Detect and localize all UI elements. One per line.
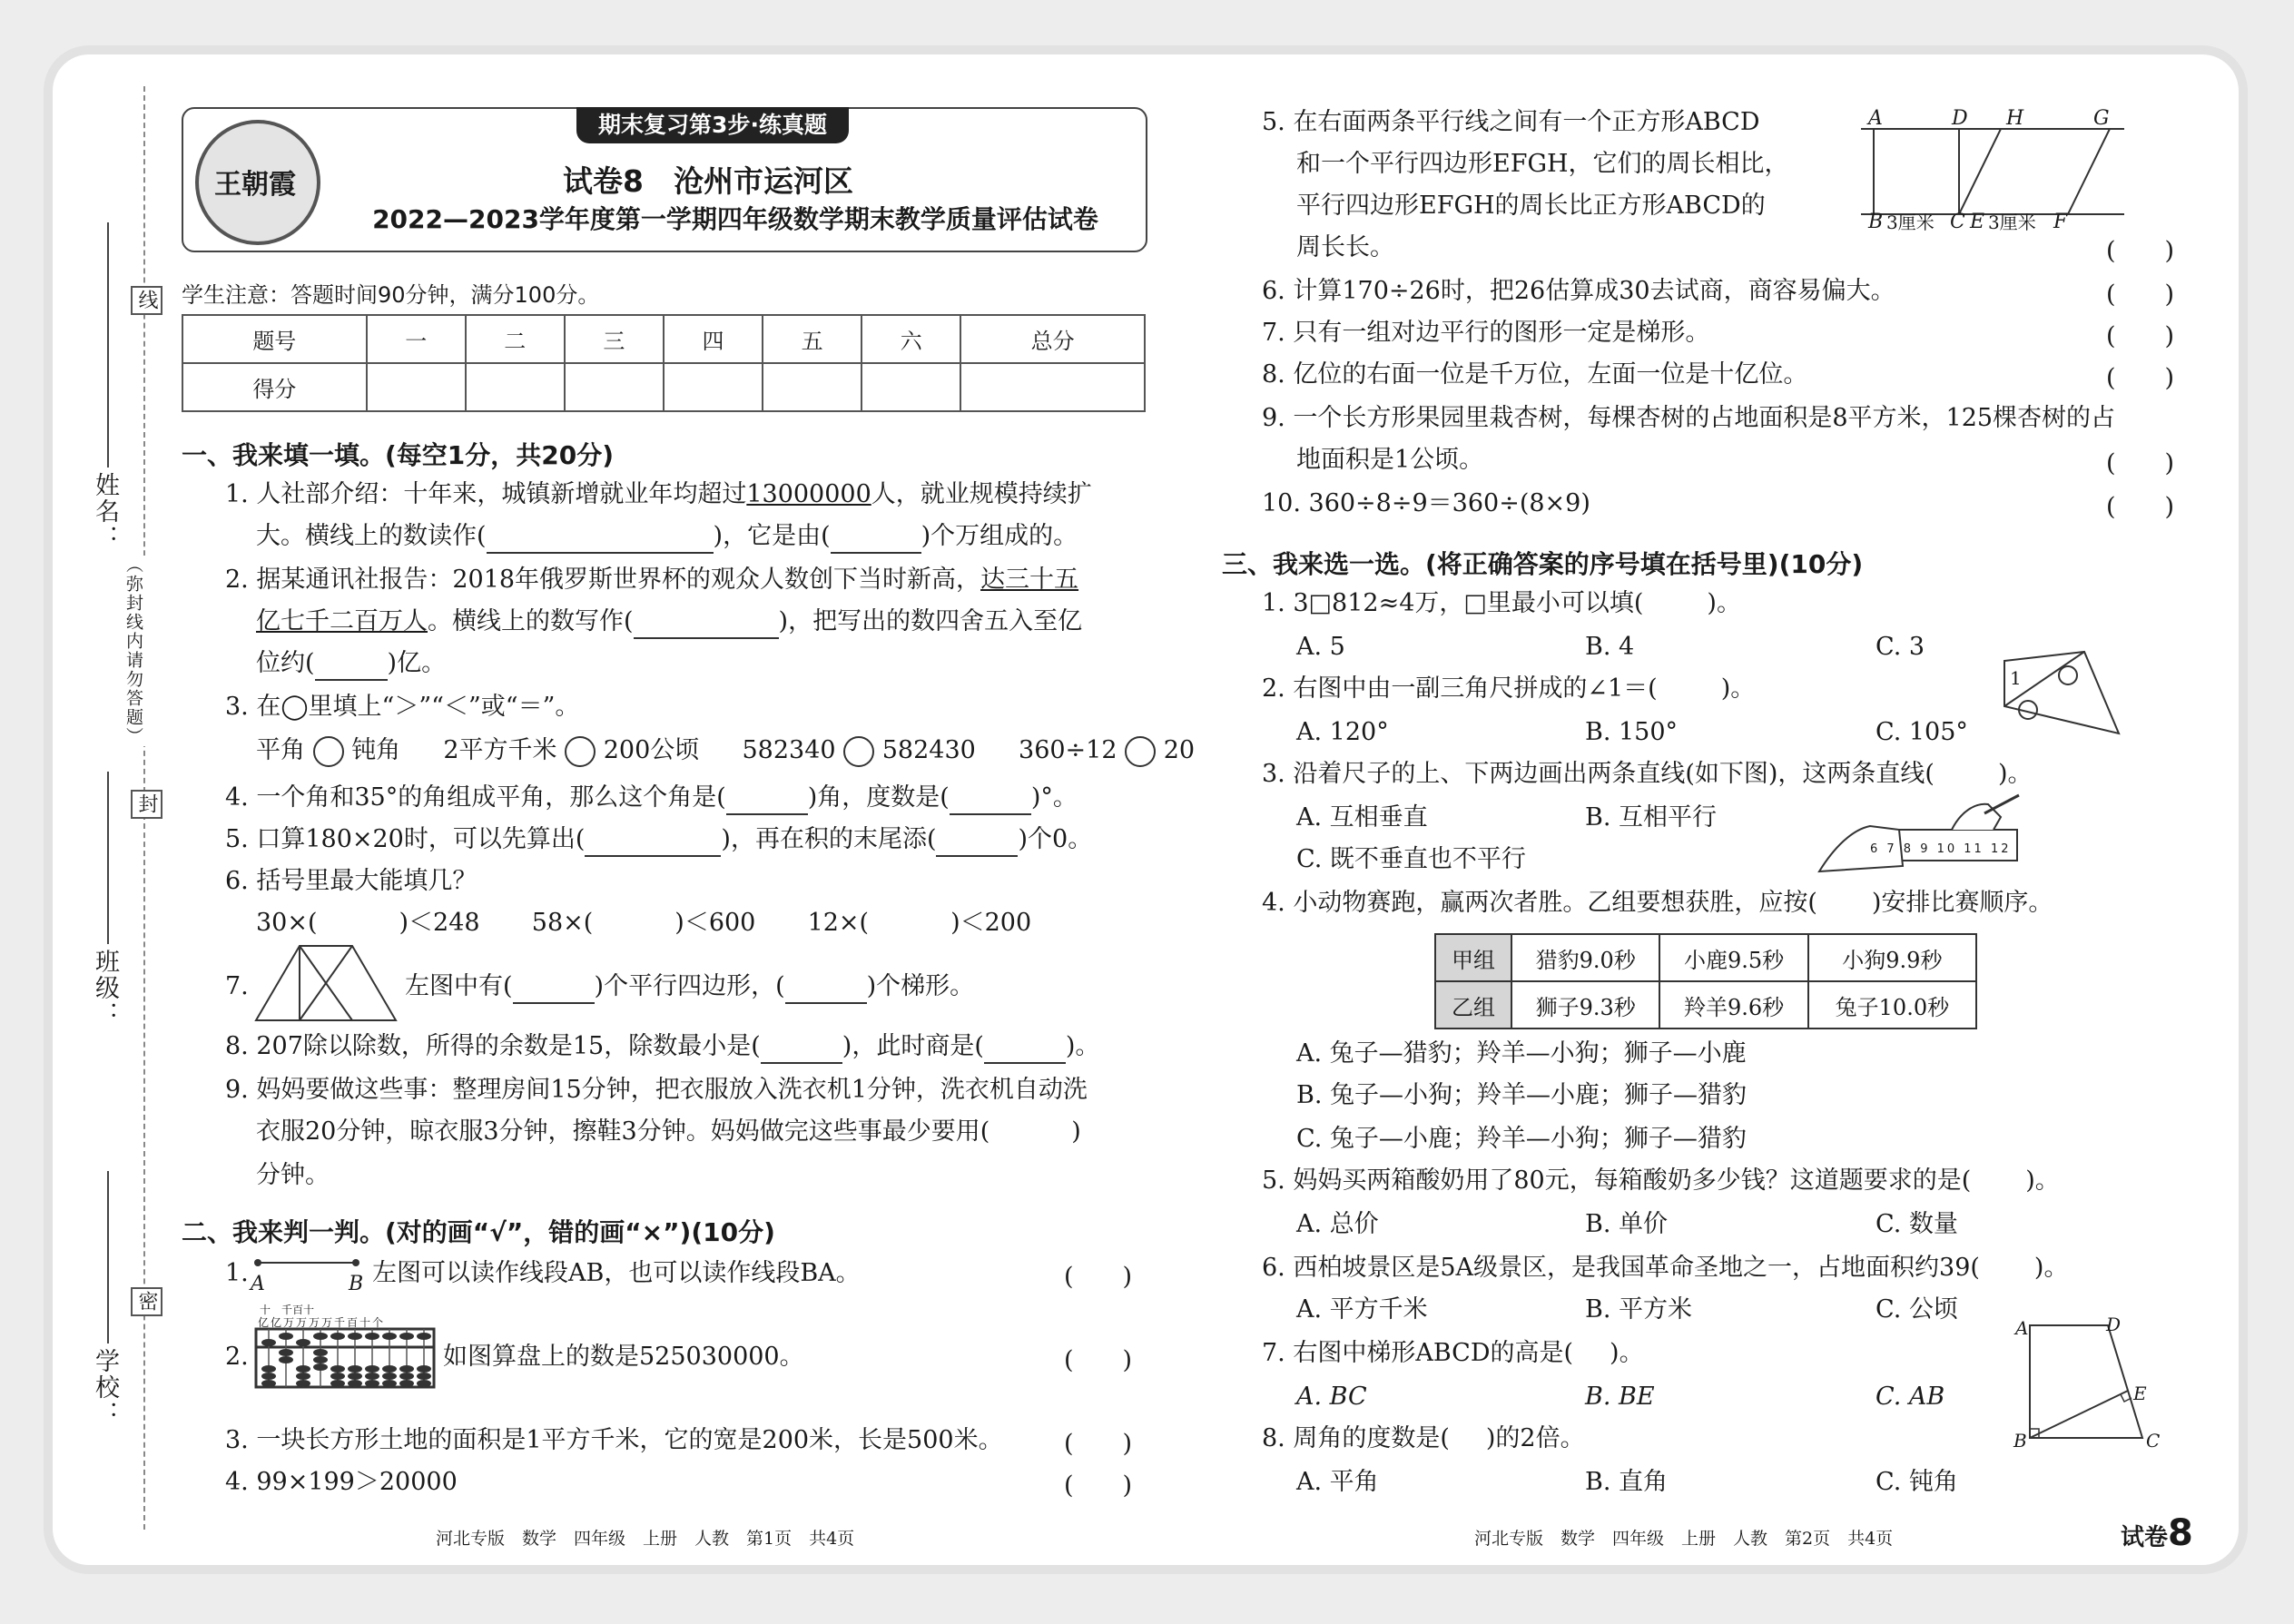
s3-q3-opt-b: B. 互相平行 (1585, 803, 1718, 832)
s3-q7-opt-c: C. AB (1876, 1383, 1945, 1411)
s2-q5-line4: 周长长。 (1296, 233, 1394, 261)
fig-label-e: E (1970, 211, 1985, 233)
answer-paren[interactable]: ( ) (1064, 1430, 1133, 1458)
segment-ab-figure (252, 1256, 361, 1269)
text: ) (1071, 1117, 1081, 1146)
s2-q5-line2: 和一个平行四边形EFGH，它们的周长相比， (1296, 150, 1789, 178)
section1-title: 一、我来填一填。(每空1分，共20分) (182, 440, 615, 470)
fig-label-g: G (2093, 107, 2110, 130)
text: )个0。 (1018, 825, 1093, 853)
answer-paren[interactable]: ( ) (1064, 1471, 1133, 1500)
race-cell: 猎豹9.0秒 (1511, 934, 1659, 981)
text: 平角 (256, 736, 305, 764)
group-label: 甲组 (1435, 934, 1511, 981)
score-cell[interactable] (664, 363, 763, 411)
student-notice: 学生注意：答题时间90分钟，满分100分。 (182, 282, 600, 308)
ruler-ticks: 6 7 8 9 10 11 12 (1870, 842, 2012, 856)
fig-label-a: A (1868, 107, 1883, 130)
score-header: 总分 (960, 315, 1145, 363)
badge-text: 试卷 (2121, 1524, 2169, 1551)
text: )亿。 (387, 649, 447, 677)
s1-q2-line3 (256, 646, 446, 681)
fig-label-d: D (1952, 107, 1968, 130)
s2-q9-line2: 地面积是1公顷。 (1296, 446, 1484, 474)
text: 人，就业规模持续扩 (871, 480, 1092, 508)
underlined-number: 13000000 (746, 480, 871, 508)
score-header: 三 (565, 315, 664, 363)
s3-q7-opt-a: A. BC (1296, 1383, 1367, 1411)
gutter-name-underline (107, 222, 109, 468)
s3-q4 (1262, 886, 2053, 920)
score-cell[interactable] (565, 363, 664, 411)
text: 左图中有( (405, 972, 513, 1000)
s3-q6-opt-b: B. 平方米 (1585, 1295, 1693, 1324)
s2-q10: 10. 360÷8÷9＝360÷(8×9) (1262, 489, 1590, 517)
text: 30×( (256, 909, 318, 937)
s3-q8 (1262, 1422, 1585, 1456)
group-label: 乙组 (1435, 981, 1511, 1029)
text: 1. 人社部介绍：十年来，城镇新增就业年均超过 (225, 480, 747, 508)
text: 。横线上的数写作( (428, 607, 634, 635)
answer-paren[interactable]: ( ) (2106, 493, 2175, 521)
text: )安排比赛顺序。 (1871, 889, 2053, 917)
answer-paren[interactable]: ( ) (2106, 281, 2175, 309)
answer-paren[interactable]: ( ) (2106, 364, 2175, 392)
gutter-feng-mark: 封 (131, 790, 162, 819)
section2-title: 二、我来判一判。(对的画“√”，错的画“×”)(10分) (182, 1217, 775, 1247)
answer-blank[interactable] (726, 786, 808, 815)
trap-label-e: E (2133, 1383, 2147, 1404)
fig-label-bc-length: 3厘米 (1886, 212, 1935, 233)
gutter-mi-mark: 密 (131, 1287, 162, 1316)
text: )，把写出的数四舍五入至亿 (778, 607, 1083, 635)
race-cell: 小鹿9.5秒 (1659, 934, 1807, 981)
s2-q3: 3. 一块长方形土地的面积是1平方千米，它的宽是200米，长是500米。 (225, 1426, 1003, 1454)
s2-q5-line1: 5. 在右面两条平行线之间有一个正方形ABCD (1262, 108, 1760, 136)
exam-title: 试卷8 沧州市运河区 (563, 163, 853, 199)
s1-q8 (225, 1029, 1099, 1064)
s3-q6-opt-a: A. 平方千米 (1296, 1295, 1428, 1324)
text: 2. 据某通讯社报告：2018年俄罗斯世界杯的观众人数创下当时新高， (225, 566, 981, 594)
segment-label-b: B (349, 1273, 364, 1295)
text: 360÷12 (1019, 736, 1117, 764)
footer-badge (2121, 1512, 2193, 1554)
score-header: 题号 (182, 315, 367, 363)
s3-q8-opt-b: B. 直角 (1585, 1468, 1669, 1496)
s1-q3: 3. 在◯里填上“＞”“＜”或“＝”。 (225, 693, 580, 721)
s1-q9-line1: 9. 妈妈要做这些事：整理房间15分钟，把衣服放入洗衣机1分钟，洗衣机自动洗 (225, 1076, 1088, 1104)
answer-blank[interactable] (513, 975, 595, 1004)
text: )＜600 (674, 909, 756, 937)
text: 58×( (531, 909, 594, 937)
gutter-school-underline (107, 1171, 109, 1343)
text: 5. 口算180×20时，可以先算出( (225, 825, 586, 853)
underlined-text: 亿七千二百万人 (256, 607, 428, 635)
text: 582430 (881, 736, 976, 764)
s1-q7-number: 7. (225, 972, 249, 1000)
s3-q2 (1262, 672, 1755, 706)
s3-q4-opt-a: A. 兔子—猎豹；羚羊—小狗；狮子—小鹿 (1296, 1039, 1747, 1068)
s2-q1: 左图可以读作线段AB，也可以读作线段BA。 (372, 1259, 861, 1287)
answer-blank[interactable] (315, 652, 388, 681)
answer-blank[interactable] (761, 1035, 842, 1064)
s2-q4: 4. 99×199＞20000 (225, 1468, 458, 1496)
answer-paren[interactable]: ( ) (1064, 1346, 1133, 1374)
s3-q5-opt-c: C. 数量 (1876, 1210, 1958, 1238)
text: 2. 右图中由一副三角尺拼成的∠1＝( (1262, 674, 1658, 703)
fig-label-f: F (2053, 211, 2068, 233)
logo-text: 王朝霞 (214, 169, 296, 201)
fig-label-h: H (2006, 107, 2024, 130)
score-header: 一 (367, 315, 466, 363)
text: )。 (1707, 589, 1741, 617)
s1-q1-line1 (225, 477, 1092, 512)
text: )个万组成的。 (921, 522, 1078, 550)
s3-q8-opt-c: C. 钝角 (1876, 1468, 1958, 1496)
gutter-name-label: 姓名： (91, 472, 119, 551)
answer-blank[interactable] (785, 975, 867, 1004)
answer-paren[interactable]: ( ) (2106, 449, 2175, 477)
answer-paren[interactable]: ( ) (1064, 1263, 1133, 1291)
text: 大。横线上的数读作( (256, 522, 487, 550)
score-header: 四 (664, 315, 763, 363)
ruler-hand-figure (1816, 793, 2021, 875)
s3-q5 (1262, 1164, 2060, 1198)
text: )个梯形。 (866, 972, 975, 1000)
race-cell: 羚羊9.6秒 (1659, 981, 1807, 1029)
text: 位约( (256, 649, 315, 677)
text: 4. 小动物赛跑，赢两次者胜。乙组要想获胜，应按( (1262, 889, 1817, 917)
s3-q3-opt-a: A. 互相垂直 (1296, 803, 1428, 832)
text: )，此时商是( (842, 1032, 984, 1060)
score-cell[interactable] (466, 363, 565, 411)
answer-paren[interactable]: ( ) (2106, 322, 2175, 350)
text: )。 (1720, 674, 1756, 703)
abacus-top-label: 十 千百十 (260, 1304, 315, 1316)
trapezoid-figure (2024, 1322, 2151, 1449)
answer-blank[interactable] (634, 610, 779, 639)
text: )。 (2033, 1254, 2069, 1282)
s2-q2: 如图算盘上的数是525030000。 (443, 1343, 804, 1371)
segment-label-a: A (251, 1273, 265, 1295)
s3-q6 (1262, 1251, 2068, 1285)
text: 钝角 (351, 736, 401, 764)
s1-q4 (225, 781, 1078, 815)
text: )个平行四边形，( (594, 972, 785, 1000)
s3-q6-opt-c: C. 公顷 (1876, 1295, 1958, 1324)
compare-circle[interactable] (1125, 736, 1156, 767)
text: 2平方千米 (443, 736, 557, 764)
abacus-figure (254, 1327, 436, 1389)
text: 8. 周角的度数是( (1262, 1424, 1450, 1452)
footer-left: 河北专版 数学 四年级 上册 人教 第1页 共4页 (436, 1529, 855, 1549)
text: 6. 西柏坡景区是5A级景区，是我国革命圣地之一，占地面积约39( (1262, 1254, 1980, 1282)
race-cell: 兔子10.0秒 (1808, 981, 1976, 1029)
score-header: 六 (861, 315, 960, 363)
gutter-class-underline (107, 772, 109, 944)
gutter-school-label: 学校： (91, 1348, 119, 1427)
answer-blank[interactable] (989, 1122, 1071, 1149)
text: )角，度数是( (807, 783, 950, 812)
s3-q7 (1262, 1336, 1644, 1371)
s2-q5-line3: 平行四边形EFGH的周长比正方形ABCD的 (1296, 192, 1766, 220)
fig-label-ef-length: 3厘米 (1988, 212, 2036, 233)
text: 12×( (807, 909, 870, 937)
answer-paren[interactable]: ( ) (2106, 237, 2175, 265)
s3-q2-opt-b: B. 150° (1585, 718, 1679, 746)
s1-q6-items (256, 906, 1031, 940)
score-header: 五 (763, 315, 861, 363)
compare-circle[interactable] (565, 736, 596, 767)
s3-q1-opt-c: C. 3 (1876, 633, 1925, 661)
text: )的2倍。 (1485, 1424, 1585, 1452)
answer-blank[interactable] (585, 828, 721, 857)
score-row-label: 得分 (182, 363, 367, 411)
text: 20 (1163, 736, 1196, 764)
text: )，它是由( (713, 522, 831, 550)
s3-q8-opt-a: A. 平角 (1296, 1468, 1379, 1496)
s3-q4-opt-c: C. 兔子—小鹿；羚羊—小狗；狮子—猎豹 (1296, 1125, 1747, 1153)
fig-label-b: B (1868, 211, 1884, 233)
gutter-class-label: 班级： (91, 949, 119, 1028)
score-cell[interactable] (861, 363, 960, 411)
answer-blank[interactable] (950, 786, 1031, 815)
s2-q6: 6. 计算170÷26时，把26估算成30去试商，商容易偏大。 (1262, 277, 1895, 305)
s3-q4-opt-b: B. 兔子—小狗；羚羊—小鹿；狮子—猎豹 (1296, 1081, 1748, 1109)
s1-q6: 6. 括号里最大能填几？ (225, 867, 478, 895)
text: )。 (2025, 1166, 2060, 1195)
text: 衣服20分钟，晾衣服3分钟，擦鞋3分钟。妈妈做完这些事最少要用( (256, 1117, 990, 1146)
fig-angle-1-label: 1 (2010, 667, 2022, 689)
s3-q1-opt-a: A. 5 (1296, 633, 1345, 661)
s3-q1-opt-b: B. 4 (1585, 633, 1635, 661)
s1-q1-line2 (256, 519, 1078, 554)
s1-q7-figure (254, 944, 399, 1022)
text: )，再在积的末尾添( (721, 825, 937, 853)
s1-q3-items (256, 733, 1195, 768)
text: )。 (1610, 1339, 1644, 1367)
s2-q9-line1: 9. 一个长方形果园里栽杏树，每棵杏树的占地面积是8平方米，125棵杏树的占 (1262, 404, 2116, 432)
text: 582340 (742, 736, 836, 764)
underlined-text: 达三十五 (980, 566, 1079, 594)
race-table (1434, 933, 1977, 1029)
text: 1. 3□812≈4万，□里最小可以填( (1262, 589, 1644, 617)
s3-q1 (1262, 586, 1741, 621)
text: 7. 右图中梯形ABCD的高是( (1262, 1339, 1574, 1367)
text: 200公顷 (603, 736, 700, 764)
text: )＜248 (399, 909, 480, 937)
score-cell[interactable] (367, 363, 466, 411)
s2-q7: 7. 只有一组对边平行的图形一定是梯形。 (1262, 319, 1710, 347)
s2-q1-number: 1. (225, 1259, 249, 1287)
s1-q2-line1 (225, 563, 1078, 597)
s1-q9-line2 (256, 1115, 1081, 1149)
footer-right: 河北专版 数学 四年级 上册 人教 第2页 共4页 (1474, 1529, 1894, 1549)
trap-label-c: C (2146, 1430, 2161, 1452)
answer-blank[interactable] (984, 1035, 1066, 1064)
text: )。 (1065, 1032, 1100, 1060)
answer-blank[interactable] (831, 525, 921, 554)
trap-label-b: B (2013, 1430, 2027, 1452)
s1-q7 (405, 969, 974, 1004)
abacus-place-labels: 亿亿万万万万千百十个 (258, 1316, 386, 1329)
s1-q5 (225, 822, 1092, 857)
text: 5. 妈妈买两箱酸奶用了80元，每箱酸奶多少钱？这道题要求的是( (1262, 1166, 1972, 1195)
header-banner: 期末复习第3步·练真题 (576, 107, 849, 143)
compare-circle[interactable] (313, 736, 344, 767)
fig-label-c: C (1950, 211, 1965, 233)
s3-q5-opt-b: B. 单价 (1585, 1210, 1669, 1238)
score-cell[interactable] (763, 363, 861, 411)
s2-q2-number: 2. (225, 1343, 249, 1371)
trap-label-d: D (2106, 1314, 2122, 1335)
race-cell: 狮子9.3秒 (1511, 981, 1659, 1029)
race-cell: 小狗9.9秒 (1808, 934, 1976, 981)
s1-q9-line3: 分钟。 (256, 1161, 330, 1189)
gutter-xian-mark: 线 (131, 286, 162, 315)
s3-q3-opt-c: C. 既不垂直也不平行 (1296, 845, 1526, 873)
answer-blank[interactable] (487, 525, 714, 554)
text: 3. 沿着尺子的上、下两边画出两条直线(如下图)，这两条直线( (1262, 760, 1935, 788)
s3-q5-opt-a: A. 总价 (1296, 1210, 1379, 1238)
s3-q2-opt-a: A. 120° (1296, 718, 1389, 746)
text: 8. 207除以除数，所得的余数是15，除数最小是( (225, 1032, 761, 1060)
badge-number: 8 (2168, 1512, 2193, 1554)
score-cell[interactable] (960, 363, 1145, 411)
s2-q8: 8. 亿位的右面一位是千万位，左面一位是十亿位。 (1262, 360, 1808, 389)
text: 4. 一个角和35°的角组成平角，那么这个角是( (225, 783, 726, 812)
s3-q3 (1262, 757, 2033, 792)
s3-q7-opt-b: B. BE (1585, 1383, 1655, 1411)
text: )°。 (1030, 783, 1078, 812)
gutter-warning: （弥封线内请勿答题） (122, 556, 146, 746)
trap-label-a: A (2015, 1317, 2029, 1339)
text: )＜200 (950, 909, 1032, 937)
s3-q2-opt-c: C. 105° (1876, 718, 1968, 746)
section3-title: 三、我来选一选。(将正确答案的序号填在括号里)(10分) (1222, 549, 1864, 579)
score-table (182, 314, 1146, 412)
s1-q2-line2 (256, 605, 1082, 639)
exam-subtitle: 2022—2023学年度第一学期四年级数学期末教学质量评估试卷 (372, 204, 1098, 234)
answer-blank[interactable] (936, 828, 1018, 857)
compare-circle[interactable] (843, 736, 874, 767)
score-header: 二 (466, 315, 565, 363)
text: )。 (1997, 760, 2033, 788)
